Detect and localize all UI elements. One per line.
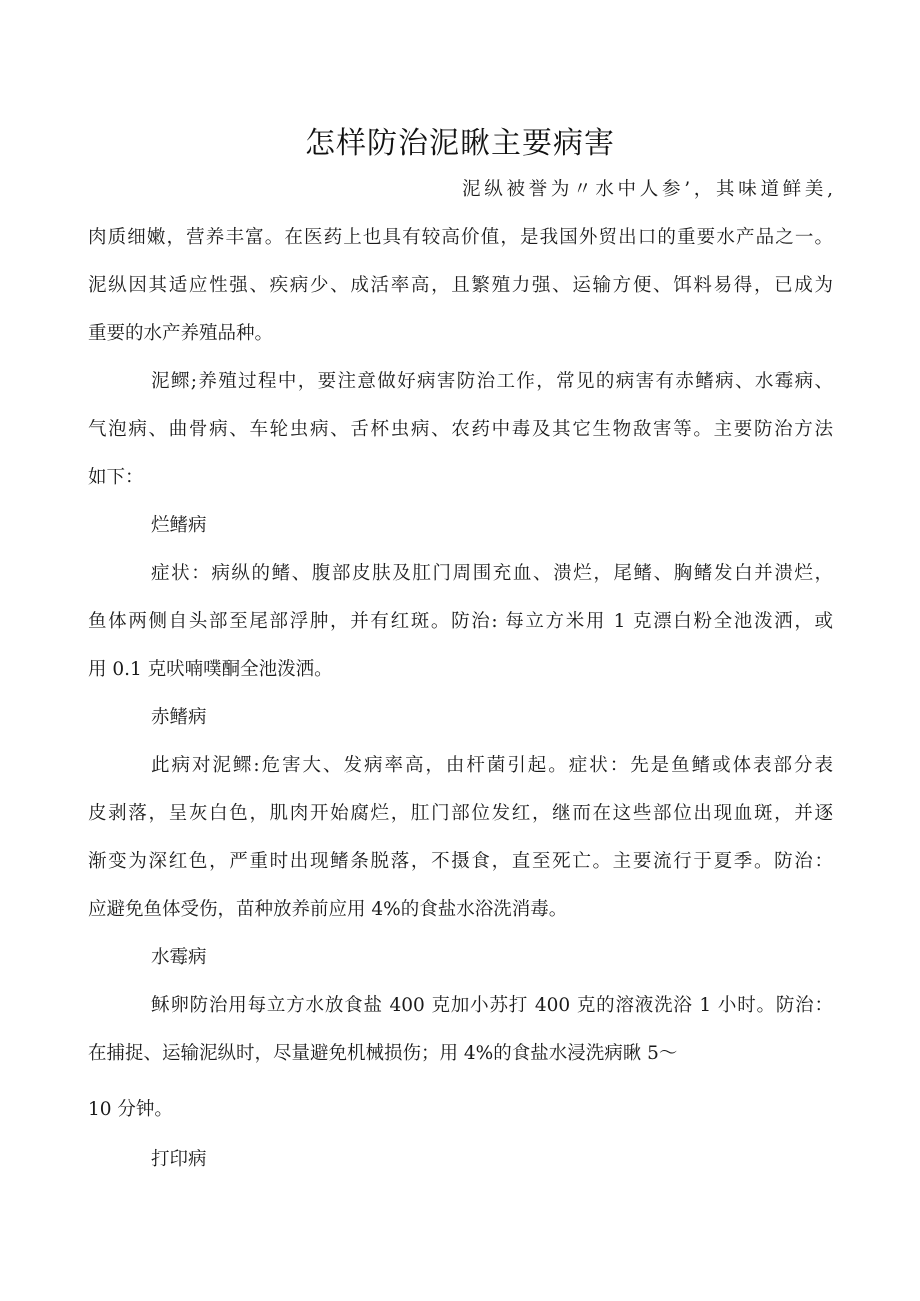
paragraph-line: 鱼体两侧自头部至尾部浮肿，并有红斑。防治: 每立方米用 1 克漂白粉全池泼洒，或 — [88, 611, 833, 632]
paragraph-line: 在捕捉、运输泥纵时，尽量避免机械损伤；用 4%的食盐水浸洗病瞅 5～ — [88, 1043, 678, 1064]
paragraph-line: 症状：病纵的鳍、腹部皮肤及肛门周围充血、溃烂，尾鳍、胸鳍发白并溃烂， — [151, 563, 833, 584]
section-heading: 赤鳍病 — [151, 707, 207, 728]
section-heading: 水霉病 — [151, 947, 207, 968]
paragraph-line: 泥纵被誉为〃水中人参’，其味道鲜美, — [462, 179, 833, 200]
paragraph-line: 如下： — [88, 467, 144, 488]
paragraph-line: 10 分钟。 — [88, 1099, 173, 1120]
paragraph-line: 肉质细嫩，营养丰富。在医药上也具有较高价值，是我国外贸出口的重要水产品之一。 — [88, 227, 833, 248]
paragraph-line: 泥鳏;养殖过程中，要注意做好病害防治工作，常见的病害有赤鳍病、水霉病、 — [151, 371, 833, 392]
paragraph-line: 渐变为深红色，严重时出现鳍条脱落，不摄食，直至死亡。主要流行于夏季。防治： — [88, 851, 833, 872]
paragraph-line: 皮剥落，呈灰白色，肌肉开始腐烂，肛门部位发红，继而在这些部位出现血斑，并逐 — [88, 803, 833, 824]
section-heading: 烂鳍病 — [151, 515, 207, 536]
paragraph-line: 重要的水产养殖品种。 — [88, 323, 274, 344]
document-title: 怎样防治泥瞅主要病害 — [305, 126, 615, 161]
paragraph-line: 此病对泥鳏:危害大、发病率高，由杆菌引起。症状：先是鱼鳍或体表部分表 — [151, 755, 833, 776]
paragraph-line: 用 0.1 克吠喃噗酮全池泼洒。 — [88, 659, 333, 680]
paragraph-line: 应避免鱼体受伤，苗种放养前应用 4%的食盐水浴洗消毒。 — [88, 899, 568, 920]
paragraph-line: 气泡病、曲骨病、车轮虫病、舌杯虫病、农药中毒及其它生物敌害等。主要防治方法 — [88, 419, 833, 440]
paragraph-line: 泥纵因其适应性强、疾病少、成活率高，且繁殖力强、运输方便、饵料易得，已成为 — [88, 275, 833, 296]
paragraph-line: 稣卵防治用每立方水放食盐 400 克加小苏打 400 克的溶液洗浴 1 小时。防治： — [151, 995, 833, 1016]
section-heading: 打印病 — [151, 1149, 207, 1170]
